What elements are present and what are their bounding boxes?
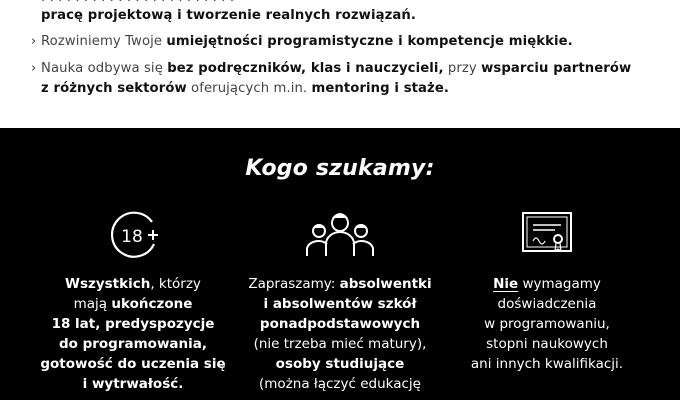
column-no-requirements (447, 274, 647, 374)
col2-line1: Zapraszamy: absolwentki (248, 276, 432, 292)
col1-line2: mają ukończone (73, 296, 193, 312)
col2-line4: (nie trzeba mieć matury), (253, 336, 427, 352)
svg-text:18: 18 (121, 227, 143, 247)
list-item-1-bold: pracę projektową i tworzenie realnych rozwiązań. (41, 8, 416, 23)
people-group-icon (304, 210, 376, 258)
col2-line2: i absolwentów szkół (263, 296, 417, 312)
col1-line6: i wytrwałość. (82, 376, 184, 392)
col1-line1: Wszystkich, którzy (65, 276, 201, 292)
col3-line1: Nie wymagamy (493, 276, 601, 292)
col3-line4: stopni naukowych (486, 336, 608, 352)
col1-line5: gotowość do uczenia się (40, 356, 226, 372)
column-requirements (33, 274, 233, 394)
col3-line2: doświadczenia (497, 296, 597, 312)
cut-text (41, 0, 234, 5)
col2-line5: osoby studiujące (275, 356, 405, 372)
chevron-right-icon: › (31, 61, 37, 76)
col3-line3: w programowaniu, (484, 316, 610, 332)
col1-line3: 18 lat, predyspozycje (51, 316, 215, 332)
info-section: pracę projektową i tworzenie realnych rozwiązań. › Rozwiniemy Twoje umiejętności programistyczne i kompetencje miękkie. › Nauka odbywa się bez podręczników, klas i nauczycieli, przy wsparciu partnerów z różnych sektorów oferujących m.in. mentoring i staże. (0, 0, 680, 128)
col1-line4: do programowania, (58, 336, 208, 352)
col2-line3: ponadpodstawowych (259, 316, 421, 332)
col3-line5: ani innych kwalifikacji. (470, 356, 624, 372)
section-title: Kogo szukamy: (245, 156, 435, 181)
age-18-plus-icon (108, 210, 160, 260)
chevron-right-icon: › (31, 34, 37, 49)
col2-line6: (można łączyć edukację (259, 376, 421, 392)
certificate-icon (521, 211, 573, 257)
column-invitations (240, 274, 440, 394)
